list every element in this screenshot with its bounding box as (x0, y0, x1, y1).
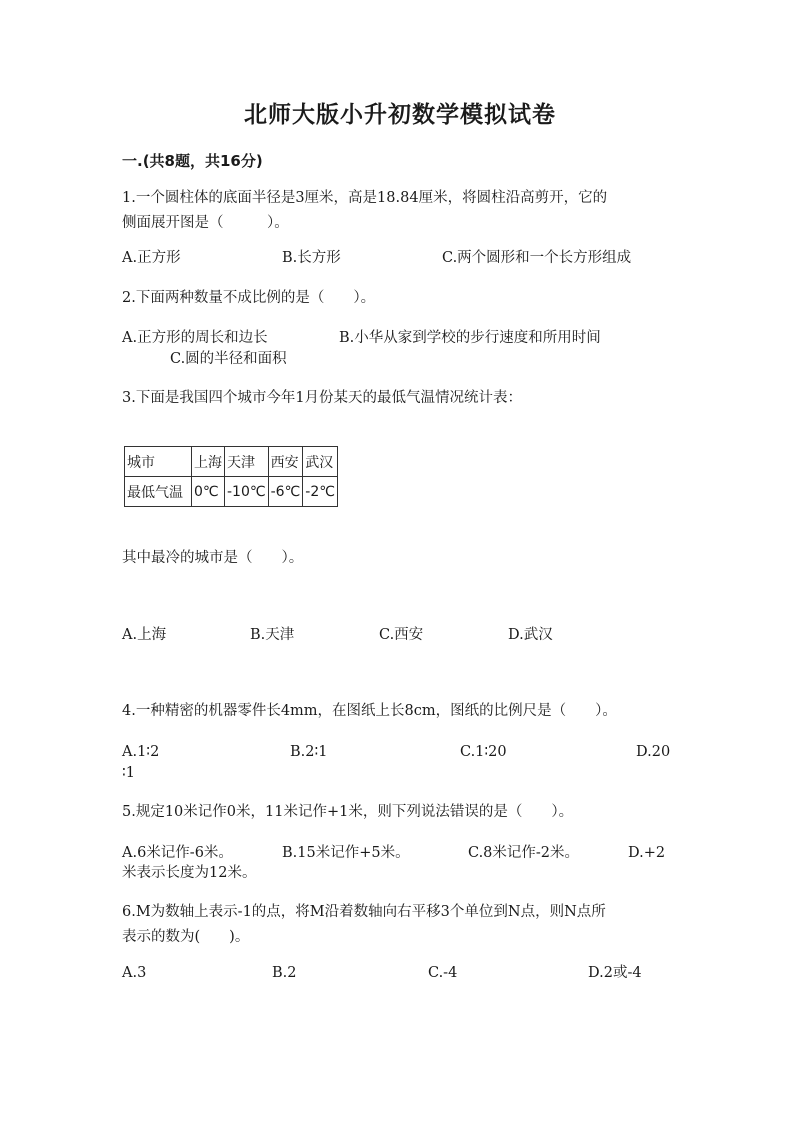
table-row (125, 477, 338, 507)
table-cell: 西安 (268, 447, 303, 477)
question-6-option-d: D.2或-4 (588, 965, 642, 981)
table-cell: 0℃ (192, 477, 225, 507)
question-5-option-d: D.+2 (628, 845, 666, 861)
question-1-option-b: B.长方形 (282, 250, 341, 266)
table-cell: -2℃ (303, 477, 338, 507)
question-2-option-a: A.正方形的周长和边长 (122, 330, 268, 346)
question-4-option-a: A.1∶2 (122, 744, 160, 760)
question-6-option-c: C.-4 (428, 965, 458, 981)
question-4-option-b: B.2∶1 (290, 744, 328, 760)
page-title: 北师大版小升初数学模拟试卷 (244, 102, 556, 128)
question-3-option-b: B.天津 (250, 627, 295, 643)
table-cell: 武汉 (303, 447, 338, 477)
question-5-option-d-continued: 米表示长度为12米。 (122, 865, 257, 881)
table-header-row (125, 447, 338, 477)
question-3-option-c: C.西安 (379, 627, 424, 643)
question-4-option-c: C.1∶20 (460, 744, 507, 760)
question-4-text: 4.一种精密的机器零件长4mm，在图纸上长8cm，图纸的比例尺是（ ）。 (122, 703, 617, 719)
table-cell: 上海 (192, 447, 225, 477)
table-cell: -10℃ (225, 477, 269, 507)
question-5-text: 5.规定10米记作0米，11米记作+1米，则下列说法错误的是（ ）。 (122, 804, 574, 820)
temperature-table (124, 446, 338, 507)
question-1-text (122, 186, 678, 236)
question-3-text: 3.下面是我国四个城市今年1月份某天的最低气温情况统计表： (122, 390, 523, 406)
question-6-line-2: 表示的数为( )。 (122, 929, 250, 945)
question-1-option-c: C.两个圆形和一个长方形组成 (442, 250, 632, 266)
question-6-option-b: B.2 (272, 965, 297, 981)
table-cell: 城市 (125, 447, 192, 477)
section-heading: 一.(共8题，共16分) (122, 152, 263, 170)
question-3-option-d: D.武汉 (508, 627, 553, 643)
question-3-option-a: A.上海 (122, 627, 167, 643)
question-2-option-c: C.圆的半径和面积 (170, 351, 287, 367)
question-5-option-c: C.8米记作-2米。 (468, 845, 580, 861)
question-4-option-d-continued: ∶1 (122, 765, 135, 781)
table-cell: -6℃ (268, 477, 303, 507)
question-5-option-a: A.6米记作-6米。 (122, 845, 233, 861)
question-6-text (122, 900, 678, 950)
question-2-option-b: B.小华从家到学校的步行速度和所用时间 (339, 330, 601, 346)
table-cell: 天津 (225, 447, 269, 477)
question-1-line-2: 侧面展开图是（ ）。 (122, 215, 289, 231)
question-5-option-b: B.15米记作+5米。 (282, 845, 410, 861)
question-2-text: 2.下面两种数量不成比例的是（ ）。 (122, 290, 376, 306)
question-3-question: 其中最冷的城市是（ ）。 (122, 550, 304, 566)
question-1-line-1: 1.一个圆柱体的底面半径是3厘米，高是18.84厘米，将圆柱沿高剪开，它的 (122, 190, 608, 206)
question-6-line-1: 6.M为数轴上表示-1的点，将M沿着数轴向右平移3个单位到N点，则N点所 (122, 904, 606, 920)
table-cell: 最低气温 (125, 477, 192, 507)
question-4-option-d: D.20 (636, 744, 671, 760)
question-1-option-a: A.正方形 (122, 250, 181, 266)
question-6-option-a: A.3 (122, 965, 147, 981)
